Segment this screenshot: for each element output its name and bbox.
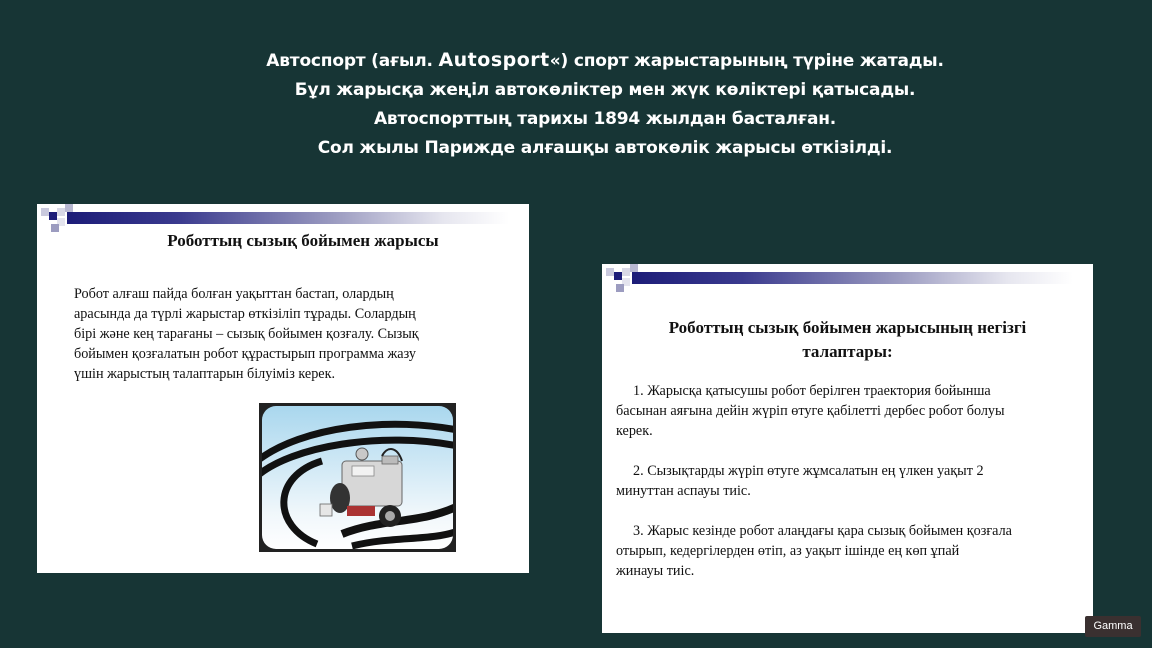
gamma-badge-button[interactable]: Gamma	[1085, 616, 1141, 637]
intro-latin-term: Autosport	[438, 49, 550, 71]
slide-image-line-race	[37, 204, 529, 573]
requirement-line: отырып, кедергілерден өтіп, аз уақыт ішінде ең көп ұпай	[616, 543, 960, 559]
slide-header-ornament	[602, 264, 1093, 296]
gradient-bar	[632, 272, 1073, 284]
requirement-line: басынан аяғына дейін жүріп өтуге қабілетті дербес робот болуы	[616, 403, 1005, 419]
title-line: Роботтың сызық бойымен жарысының негізгі	[668, 318, 1027, 337]
ornament-square	[630, 264, 638, 272]
intro-line-1-prefix: Автоспорт (ағыл.	[266, 51, 439, 71]
ornament-square	[616, 284, 624, 292]
ornament-square	[622, 268, 630, 276]
line-track-robot-icon	[262, 406, 453, 549]
slide-title: Роботтың сызық бойымен жарысы	[167, 231, 439, 250]
body-line: бойымен қозғалатын робот құрастырып программа жазу	[74, 346, 416, 362]
requirement-line: 1. Жарысқа қатысушы робот берілген траектория бойынша	[633, 383, 991, 399]
body-line: бірі және кең тарағаны – сызық бойымен қозғалу. Сызық	[74, 326, 419, 342]
body-line: Робот алғаш пайда болған уақыттан бастап, олардың	[74, 286, 394, 302]
intro-line-4: Сол жылы Парижде алғашқы автокөлік жарысы өткізілді.	[317, 138, 893, 158]
requirement-item	[616, 461, 1086, 501]
slide-image-requirements	[602, 264, 1093, 633]
requirement-line: минуттан аспауы тиіс.	[616, 483, 751, 499]
intro-line-1	[180, 46, 1030, 76]
robot-illustration	[259, 403, 456, 552]
body-line: арасында да түрлі жарыстар өткізіліп тұрады. Солардың	[74, 306, 416, 322]
robot-track-image	[262, 406, 453, 549]
intro-line-2: Бұл жарысқа жеңіл автокөліктер мен жүк көліктері қатысады.	[294, 80, 916, 100]
ornament-square	[65, 204, 73, 212]
requirement-item	[616, 381, 1086, 441]
intro-line-1-suffix: «) спорт жарыстарының түріне жатады.	[549, 51, 944, 71]
intro-text-block	[180, 46, 1030, 163]
title-line: талаптары:	[802, 342, 893, 361]
ornament-square	[41, 208, 49, 216]
intro-line-3: Автоспорттың тарихы 1894 жылдан басталған.	[373, 109, 837, 129]
requirement-line: 3. Жарыс кезінде робот алаңдағы қара сызық бойымен қозғала	[633, 523, 1012, 539]
ornament-square	[614, 272, 622, 280]
requirement-item	[616, 521, 1086, 581]
ornament-square	[57, 208, 65, 216]
ornament-square	[51, 224, 59, 232]
slide-title	[622, 316, 1073, 364]
ornament-square	[49, 212, 57, 220]
requirements-list	[616, 381, 1086, 601]
requirement-line: 2. Сызықтарды жүріп өтуге жұмсалатын ең үлкен уақыт 2	[633, 463, 984, 479]
gradient-bar	[67, 212, 509, 224]
body-line: үшін жарыстың талаптарын білуіміз керек.	[74, 366, 336, 382]
ornament-square	[606, 268, 614, 276]
requirement-line: жинауы тиіс.	[616, 563, 695, 579]
slide-body-text	[74, 284, 494, 384]
requirement-line: керек.	[616, 423, 653, 439]
